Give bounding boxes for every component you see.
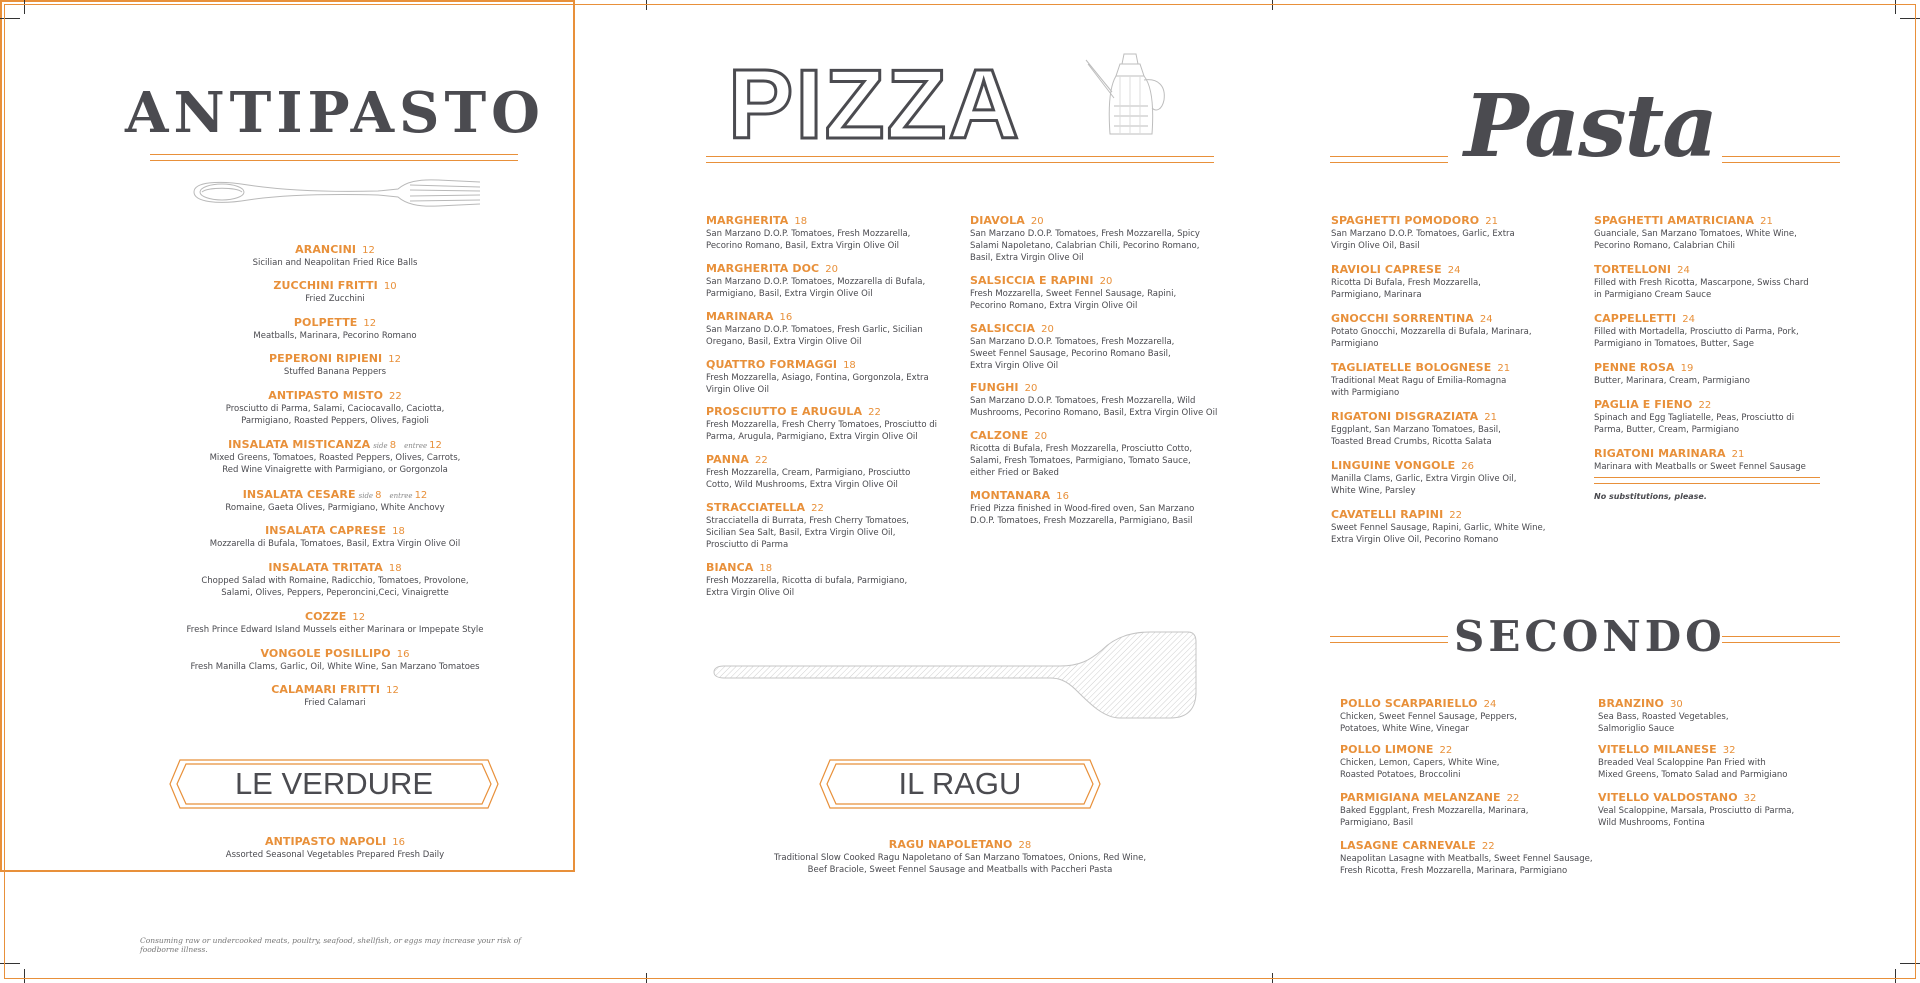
item-desc: Chicken, Lemon, Capers, White Wine, [1340, 758, 1500, 768]
item-price: 10 [383, 281, 397, 292]
menu-item [1594, 356, 1834, 387]
item-desc: Cotto, Wild Mushrooms, Extra Virgin Olive Oil [706, 480, 898, 490]
item-price: 30 [1670, 699, 1683, 710]
item-desc: San Marzano D.O.P. Tomatoes, Fresh Mozzarella, [970, 337, 1175, 347]
item-desc: in Parmigiano Cream Sauce [1594, 290, 1712, 300]
item-desc: San Marzano D.O.P. Tomatoes, Fresh Mozzarella, [706, 229, 911, 239]
item-desc: Prosciutto di Parma [706, 540, 789, 550]
menu-item [1594, 258, 1834, 301]
item-name: INSALATA MISTICANZA [228, 438, 371, 451]
entree-price: 12 [414, 490, 428, 501]
item-price: 22 [1449, 510, 1462, 521]
menu-item [706, 556, 946, 599]
item-price: 32 [1722, 745, 1736, 756]
item-desc: Parmigiano, Marinara [1331, 290, 1422, 300]
menu-item [1594, 442, 1834, 473]
menu-item [706, 353, 946, 396]
item-name: SPAGHETTI POMODORO [1331, 214, 1480, 227]
item-name: VITELLO MILANESE [1598, 743, 1717, 756]
item-desc: D.O.P. Tomatoes, Fresh Mozzarella, Parmigiano, Basil [970, 516, 1193, 526]
menu-item [1340, 738, 1590, 781]
item-desc: Virgin Olive Oil, Basil [1331, 241, 1420, 251]
item-price: 18 [759, 563, 773, 574]
item-desc: Butter, Marinara, Cream, Parmigiano [1594, 376, 1750, 386]
side-price: 8 [389, 440, 397, 451]
item-name: TORTELLONI [1594, 263, 1672, 276]
item-desc: Eggplant, San Marzano Tomatoes, Basil, [1331, 425, 1501, 435]
health-warning: Consuming raw or undercooked meats, poultry, seafood, shellfish, or eggs may increase your risk of foodborne illness. [140, 936, 521, 954]
item-desc: Manilla Clams, Garlic, Extra Virgin Olive Oil, [1331, 474, 1517, 484]
menu-item [970, 317, 1220, 372]
item-name: GNOCCHI SORRENTINA [1331, 312, 1474, 325]
item-desc: Mixed Greens, Tomatoes, Roasted Peppers, Olives, Carrots, [209, 453, 461, 463]
menu-item [1598, 692, 1838, 735]
menu-item [100, 274, 570, 305]
item-name: ANTIPASTO NAPOLI [264, 835, 387, 848]
side-label: side [358, 492, 374, 500]
item-name: ZUCCHINI FRITTI [273, 279, 378, 292]
pizza-peel-icon [710, 630, 1200, 722]
item-name: RAGU NAPOLETANO [888, 838, 1013, 851]
item-desc: San Marzano D.O.P. Tomatoes, Fresh Garlic, Sicilian [706, 325, 923, 335]
item-desc: Salmoriglio Sauce [1598, 724, 1675, 734]
item-name: SALSICCIA E RAPINI [970, 274, 1094, 287]
item-name: PENNE ROSA [1594, 361, 1675, 374]
item-desc: Spinach and Egg Tagliatelle, Peas, Prosciutto di [1594, 413, 1795, 423]
item-desc: Parmigiano in Tomatoes, Butter, Sage [1594, 339, 1754, 349]
il-ragu-banner [818, 758, 1102, 810]
item-price: 24 [1479, 314, 1493, 325]
item-name: PEPERONI RIPIENI [269, 352, 383, 365]
item-price: 22 [1481, 841, 1495, 852]
item-price: 16 [1056, 491, 1070, 502]
menu-item [1331, 503, 1571, 546]
item-name: PROSCIUTTO E ARUGULA [706, 405, 863, 418]
item-desc: Fresh Ricotta, Fresh Mozzarella, Marinara, Parmigiano [1340, 866, 1568, 876]
item-desc: Mozzarella di Bufala, Tomatoes, Basil, Extra Virgin Olive Oil [209, 539, 461, 549]
menu-item [1331, 405, 1571, 448]
menu-item [1340, 692, 1590, 735]
item-desc: White Wine, Parsley [1331, 486, 1416, 496]
item-desc: Salami, Fresh Tomatoes, Parmigiano, Tomato Sauce, [970, 456, 1191, 466]
item-desc: Beef Braciole, Sweet Fennel Sausage and Meatballs with Paccheri Pasta [807, 865, 1113, 875]
menu-item [100, 384, 570, 427]
item-price: 28 [1018, 840, 1032, 851]
item-name: MARINARA [706, 310, 774, 323]
item-price: 20 [1030, 216, 1044, 227]
item-desc: Basil, Extra Virgin Olive Oil [970, 253, 1084, 263]
item-name: VONGOLE POSILLIPO [260, 647, 391, 660]
item-desc: Pecorino Romano, Calabrian Chili [1594, 241, 1735, 251]
secondo-rule-right [1722, 636, 1840, 643]
item-price: 24 [1682, 314, 1695, 325]
item-name: LASAGNE CARNEVALE [1340, 839, 1476, 852]
item-name: MARGHERITA DOC [706, 262, 820, 275]
item-desc: Guanciale, San Marzano Tomatoes, White Wine, [1594, 229, 1797, 239]
item-desc: Fresh Manilla Clams, Garlic, Oil, White Wine, San Marzano Tomatoes [190, 662, 480, 672]
item-desc: Parmigiano, Basil [1340, 818, 1414, 828]
il-ragu-title: IL RAGU [898, 766, 1022, 801]
item-desc: San Marzano D.O.P. Tomatoes, Mozzarella di Bufala, [706, 277, 926, 287]
item-price: 21 [1497, 363, 1511, 374]
menu-item [970, 376, 1220, 419]
item-price: 22 [1439, 745, 1453, 756]
item-price: 22 [811, 503, 824, 514]
entree-price: 12 [429, 440, 442, 451]
item-desc: Red Wine Vinaigrette with Parmigiano, or Gorgonzola [222, 465, 448, 475]
item-desc: Meatballs, Marinara, Pecorino Romano [253, 331, 417, 341]
menu-item [970, 269, 1220, 312]
item-desc: Mixed Greens, Tomato Salad and Parmigiano [1598, 770, 1788, 780]
menu-item [706, 400, 946, 443]
item-price: 21 [1485, 216, 1498, 227]
item-name: BRANZINO [1598, 697, 1664, 710]
item-desc: Traditional Meat Ragu of Emilia-Romagna [1331, 376, 1507, 386]
item-price: 18 [392, 526, 405, 537]
item-name: INSALATA CAPRESE [265, 524, 387, 537]
item-name: PANNA [706, 453, 749, 466]
menu-item [1594, 393, 1834, 436]
item-name: POLPETTE [293, 316, 358, 329]
le-verdure-title: LE VERDURE [234, 766, 434, 801]
item-price: 20 [1034, 431, 1048, 442]
secondo-rule-left [1330, 636, 1448, 643]
item-desc: Parma, Arugula, Parmigiano, Extra Virgin Olive Oil [706, 432, 918, 442]
item-desc: Pecorino Romano, Extra Virgin Olive Oil [970, 301, 1138, 311]
item-name: RIGATONI MARINARA [1594, 447, 1726, 460]
item-desc: Filled with Mortadella, Prosciutto di Parma, Pork, [1594, 327, 1799, 337]
item-name: BIANCA [706, 561, 754, 574]
item-name: QUATTRO FORMAGGI [706, 358, 838, 371]
item-name: CALAMARI FRITTI [271, 683, 381, 696]
item-desc: Assorted Seasonal Vegetables Prepared Fresh Daily [225, 850, 445, 860]
item-desc: Stracciatella di Burrata, Fresh Cherry Tomatoes, [706, 516, 909, 526]
menu-item [100, 605, 570, 636]
item-desc: Neapolitan Lasagne with Meatballs, Sweet Fennel Sausage, [1340, 854, 1593, 864]
item-price: 12 [352, 612, 366, 623]
item-desc: Sicilian Sea Salt, Basil, Extra Virgin Olive Oil, [706, 528, 896, 538]
item-price: 18 [388, 563, 402, 574]
item-desc: Prosciutto di Parma, Salami, Caciocavallo, Caciotta, [225, 404, 445, 414]
menu-item [740, 833, 1180, 876]
item-desc: Extra Virgin Olive Oil, Pecorino Romano [1331, 535, 1499, 545]
item-desc: Parmigiano, Roasted Peppers, Olives, Fagioli [241, 416, 429, 426]
menu-item [100, 830, 570, 861]
item-desc: Breaded Veal Scaloppine Pan Fried with [1598, 758, 1766, 768]
menu-item [100, 642, 570, 673]
item-desc: Chopped Salad with Romaine, Radicchio, Tomatoes, Provolone, [201, 576, 469, 586]
menu-item [706, 305, 946, 348]
menu-item [1594, 209, 1834, 252]
item-price: 22 [389, 391, 402, 402]
oil-can-icon [1084, 46, 1184, 142]
item-name: LINGUINE VONGOLE [1331, 459, 1456, 472]
item-desc: San Marzano D.O.P. Tomatoes, Fresh Mozzarella, Wild [970, 396, 1196, 406]
no-substitutions-note: No substitutions, please. [1594, 492, 1707, 501]
fork-icon [188, 172, 484, 214]
menu-item [1594, 307, 1834, 350]
item-desc: Salami Napoletano, Calabrian Chili, Pecorino Romano, [970, 241, 1200, 251]
menu-item [100, 311, 570, 342]
item-price: 21 [1484, 412, 1498, 423]
item-desc: either Fried or Baked [970, 468, 1059, 478]
item-name: PARMIGIANA MELANZANE [1340, 791, 1501, 804]
item-price: 20 [825, 264, 838, 275]
item-name: MARGHERITA [706, 214, 789, 227]
item-desc: Fresh Mozzarella, Fresh Cherry Tomatoes, Prosciutto di [706, 420, 938, 430]
menu-item [706, 257, 946, 300]
item-name: COZZE [304, 610, 347, 623]
item-desc: Filled with Fresh Ricotta, Mascarpone, Swiss Chard [1594, 278, 1809, 288]
item-desc: Parma, Butter, Cream, Parmigiano [1594, 425, 1740, 435]
item-price: 21 [1731, 449, 1745, 460]
menu-item [1331, 209, 1571, 252]
le-verdure-banner [168, 758, 500, 810]
item-desc: San Marzano D.O.P. Tomatoes, Garlic, Extra [1331, 229, 1515, 239]
item-desc: Romaine, Gaeta Olives, Parmigiano, White Anchovy [225, 503, 445, 513]
item-name: DIAVOLA [970, 214, 1025, 227]
item-price: 24 [1483, 699, 1497, 710]
item-name: TAGLIATELLE BOLOGNESE [1331, 361, 1492, 374]
item-name: VITELLO VALDOSTANO [1598, 791, 1738, 804]
menu-item [970, 209, 1220, 264]
item-desc: Fresh Mozzarella, Cream, Parmigiano, Prosciutto [706, 468, 911, 478]
menu-item [100, 238, 570, 269]
item-price: 32 [1743, 793, 1757, 804]
menu-item [100, 556, 570, 599]
item-name: SPAGHETTI AMATRICIANA [1594, 214, 1755, 227]
item-name: CALZONE [970, 429, 1029, 442]
menu-item [1598, 738, 1838, 781]
entree-label: entree [389, 492, 413, 500]
item-desc: Stuffed Banana Peppers [283, 367, 387, 377]
item-desc: Oregano, Basil, Extra Virgin Olive Oil [706, 337, 862, 347]
item-desc: Sicilian and Neapolitan Fried Rice Balls [252, 258, 418, 268]
item-desc: Fried Calamari [304, 698, 366, 708]
item-desc: Fried Pizza finished in Wood-fired oven, San Marzano [970, 504, 1195, 514]
item-price: 16 [779, 312, 793, 323]
menu-item [100, 433, 570, 476]
menu-item [1340, 786, 1590, 829]
menu-item [706, 448, 946, 491]
side-price: 8 [375, 490, 382, 501]
antipasto-title: ANTIPASTO [125, 80, 545, 146]
item-price: 26 [1461, 461, 1475, 472]
item-desc: Virgin Olive Oil [706, 385, 769, 395]
menu-item [706, 496, 946, 551]
item-desc: Fresh Mozzarella, Asiago, Fontina, Gorgonzola, Extra [706, 373, 929, 383]
item-desc: Baked Eggplant, Fresh Mozzarella, Marinara, [1340, 806, 1529, 816]
item-desc: Sweet Fennel Sausage, Pecorino Romano Basil, [970, 349, 1171, 359]
item-price: 24 [1447, 265, 1461, 276]
item-name: INSALATA CESARE [242, 488, 356, 501]
item-name: PAGLIA E FIENO [1594, 398, 1693, 411]
pasta-title: Pasta [1464, 76, 1716, 177]
menu-item [1598, 786, 1838, 829]
item-desc: Fresh Mozzarella, Ricotta di bufala, Parmigiano, [706, 576, 908, 586]
item-desc: Parmigiano, Basil, Extra Virgin Olive Oil [706, 289, 873, 299]
secondo-title: SECONDO [1454, 612, 1726, 661]
item-name: RAVIOLI CAPRESE [1331, 263, 1442, 276]
item-desc: Traditional Slow Cooked Ragu Napoletano of San Marzano Tomatoes, Onions, Red Wine, [773, 853, 1147, 863]
item-desc: Sea Bass, Roasted Vegetables, [1598, 712, 1729, 722]
item-desc: Extra Virgin Olive Oil [706, 588, 795, 598]
item-name: CAVATELLI RAPINI [1331, 508, 1444, 521]
entree-label: entree [404, 442, 428, 450]
item-price: 24 [1677, 265, 1690, 276]
item-desc: with Parmigiano [1331, 388, 1400, 398]
item-desc: Chicken, Sweet Fennel Sausage, Peppers, [1340, 712, 1517, 722]
item-name: INSALATA TRITATA [268, 561, 383, 574]
item-name: POLLO LIMONE [1340, 743, 1434, 756]
item-price: 12 [386, 685, 399, 696]
item-desc: Potato Gnocchi, Mozzarella di Bufala, Marinara, [1331, 327, 1532, 337]
menu-item [1340, 834, 1600, 877]
item-desc: Ricotta di Bufala, Fresh Mozzarella, Prosciutto Cotto, [970, 444, 1193, 454]
item-price: 20 [1024, 383, 1038, 394]
item-desc: Veal Scaloppine, Marsala, Prosciutto di Parma, [1598, 806, 1795, 816]
item-desc: Salami, Olives, Peppers, Peperoncini,Ceci, Vinaigrette [221, 588, 449, 598]
item-price: 22 [1698, 400, 1712, 411]
item-desc: Mushrooms, Pecorino Romano, Basil, Extra Virgin Olive Oil [970, 408, 1218, 418]
item-name: SALSICCIA [970, 322, 1036, 335]
item-price: 20 [1099, 276, 1113, 287]
item-desc: Toasted Bread Crumbs, Ricotta Salata [1331, 437, 1492, 447]
menu-item [100, 519, 570, 550]
menu-item [100, 347, 570, 378]
item-price: 18 [794, 216, 808, 227]
item-name: MONTANARA [970, 489, 1051, 502]
item-desc: Ricotta Di Bufala, Fresh Mozzarella, [1331, 278, 1481, 288]
pizza-rule [706, 156, 1214, 163]
item-desc: Fresh Prince Edward Island Mussels either Marinara or Impepate Style [186, 625, 484, 635]
item-price: 22 [1506, 793, 1520, 804]
item-desc: Roasted Potatoes, Broccolini [1340, 770, 1461, 780]
pasta-rule-right [1722, 156, 1840, 163]
pasta-rule-left [1330, 156, 1448, 163]
menu-item [706, 209, 946, 252]
item-price: 12 [363, 318, 377, 329]
pizza-title-graphic [728, 56, 1048, 146]
pizza-title: PIZZA [728, 56, 1022, 146]
menu-item [1331, 356, 1571, 399]
menu-item [970, 484, 1220, 527]
menu-item [1331, 307, 1571, 350]
item-name: STRACCIATELLA [706, 501, 806, 514]
item-name: RIGATONI DISGRAZIATA [1331, 410, 1479, 423]
item-price: 16 [392, 837, 406, 848]
menu-item [100, 678, 570, 709]
item-desc: Fried Zucchini [305, 294, 365, 304]
item-price: 19 [1680, 363, 1694, 374]
item-desc: Marinara with Meatballs or Sweet Fennel Sausage [1594, 462, 1806, 472]
item-name: ANTIPASTO MISTO [268, 389, 384, 402]
item-price: 21 [1760, 216, 1773, 227]
item-desc: Sweet Fennel Sausage, Rapini, Garlic, White Wine, [1331, 523, 1546, 533]
item-desc: Wild Mushrooms, Fontina [1598, 818, 1705, 828]
item-desc: Parmigiano [1331, 339, 1379, 349]
item-desc: San Marzano D.O.P. Tomatoes, Fresh Mozzarella, Spicy [970, 229, 1200, 239]
menu-item [1331, 454, 1571, 497]
menu-item [100, 483, 570, 514]
item-price: 12 [362, 245, 375, 256]
item-price: 16 [396, 649, 410, 660]
item-name: FUNGHI [970, 381, 1019, 394]
item-desc: Fresh Mozzarella, Sweet Fennel Sausage, Rapini, [970, 289, 1177, 299]
item-desc: Extra Virgin Olive Oil [970, 361, 1059, 371]
item-name: CAPPELLETTI [1594, 312, 1677, 325]
menu-item [970, 424, 1220, 479]
pasta-right-rule [1594, 477, 1820, 484]
side-label: side [373, 442, 388, 450]
menu-item [1331, 258, 1571, 301]
antipasto-rule [150, 154, 518, 161]
item-name: POLLO SCARPARIELLO [1340, 697, 1478, 710]
item-price: 12 [388, 354, 401, 365]
item-price: 22 [755, 455, 768, 466]
item-price: 20 [1041, 324, 1054, 335]
item-name: ARANCINI [295, 243, 357, 256]
item-desc: Pecorino Romano, Basil, Extra Virgin Olive Oil [706, 241, 899, 251]
item-price: 22 [868, 407, 881, 418]
item-desc: Potatoes, White Wine, Vinegar [1340, 724, 1469, 734]
item-price: 18 [843, 360, 856, 371]
